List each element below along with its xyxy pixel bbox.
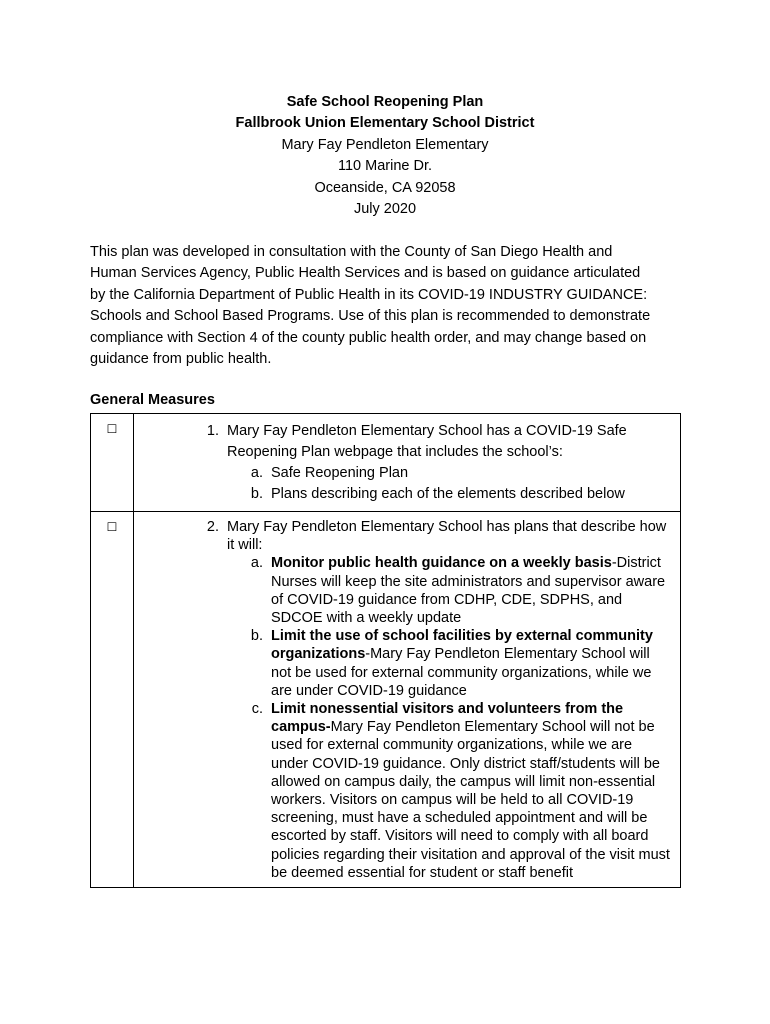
sub-heading: Limit the use of school facilities by external community organizations [271,628,653,663]
district-name: Fallbrook Union Elementary School District [235,115,535,132]
measure-item [134,518,672,554]
sub-text: Safe Reopening Plan [271,465,409,481]
sub-text [271,627,672,700]
sub-text: Plans describing each of the elements described below [271,486,625,502]
checkbox[interactable]: ☐ [91,512,134,888]
sub-heading: Limit nonessential visitors and volunteers from the campus- [271,701,624,736]
measure-cell [134,512,681,888]
school-address-street: 110 Marine Dr. [337,158,433,175]
sub-letter: b. [250,628,263,645]
sub-body: Mary Fay Pendleton Elementary School will not be used for external community organizations, while we are under COVID-19 guidance. Only district staff/students will be allowed on campus daily, the campus will limit non-essential workers. Visitors on campus will be held to all COVID-19 screening, must have a scheduled appointment and will be escorted by staff. Visitors will need to comply with all board policies regarding their visitation and approval of the visit must be deemed essential for student or staff benefit [271,719,670,881]
intro-line: Human Services Agency, Public Health Services and is based on guidance articulated [90,265,641,282]
plan-date: July 2020 [353,201,417,218]
sub-letter: b. [250,486,263,502]
sub-text [271,700,672,882]
sub-body: -District Nurses will keep the site administrators and supervisor aware of COVID-19 guidance from CDHP, CDE, SDPHS, and SDCOE with a weekly update [271,555,666,627]
item-text: Mary Fay Pendleton Elementary School has a COVID-19 Safe Reopening Plan webpage that includes the school’s: [227,423,627,460]
sub-item [134,484,672,505]
school-address-city: Oceanside, CA 92058 [314,179,456,196]
sub-letter: a. [250,555,263,572]
sub-heading: Monitor public health guidance on a weekly basis [271,555,612,572]
sub-body: -Mary Fay Pendleton Elementary School will not be used for external community organizations, while we are under COVID-19 guidance [271,646,652,699]
intro-line: Schools and School Based Programs. Use of this plan is recommended to demonstrate [90,308,651,325]
document-header [90,92,680,220]
plan-title: Safe School Reopening Plan [286,94,484,110]
table-row [91,512,681,888]
item-text: Mary Fay Pendleton Elementary School has plans that describe how it will: [227,519,667,554]
item-number: 2. [206,519,219,535]
measure-cell [134,414,681,512]
item-number: 1. [206,423,219,439]
sub-letter: a. [250,465,263,481]
measures-table [90,413,681,888]
intro-line: by the California Department of Public Health in its COVID-19 INDUSTRY GUIDANCE: [90,286,648,303]
intro-line: compliance with Section 4 of the county public health order, and may change based on [90,329,647,346]
measure-item [134,421,672,463]
table-row [91,414,681,512]
sub-item [134,627,672,700]
sub-text [271,554,672,627]
sub-item [134,463,672,484]
intro-line: guidance from public health. [90,351,272,368]
school-name: Mary Fay Pendleton Elementary [281,136,489,153]
intro-paragraph [90,242,685,370]
sub-item [134,700,672,882]
checkbox[interactable]: ☐ [91,414,134,512]
sub-item [134,554,672,627]
intro-line: This plan was developed in consultation with the County of San Diego Health and [90,244,613,260]
sub-letter: c. [251,701,263,718]
section-title: General Measures [90,392,215,408]
